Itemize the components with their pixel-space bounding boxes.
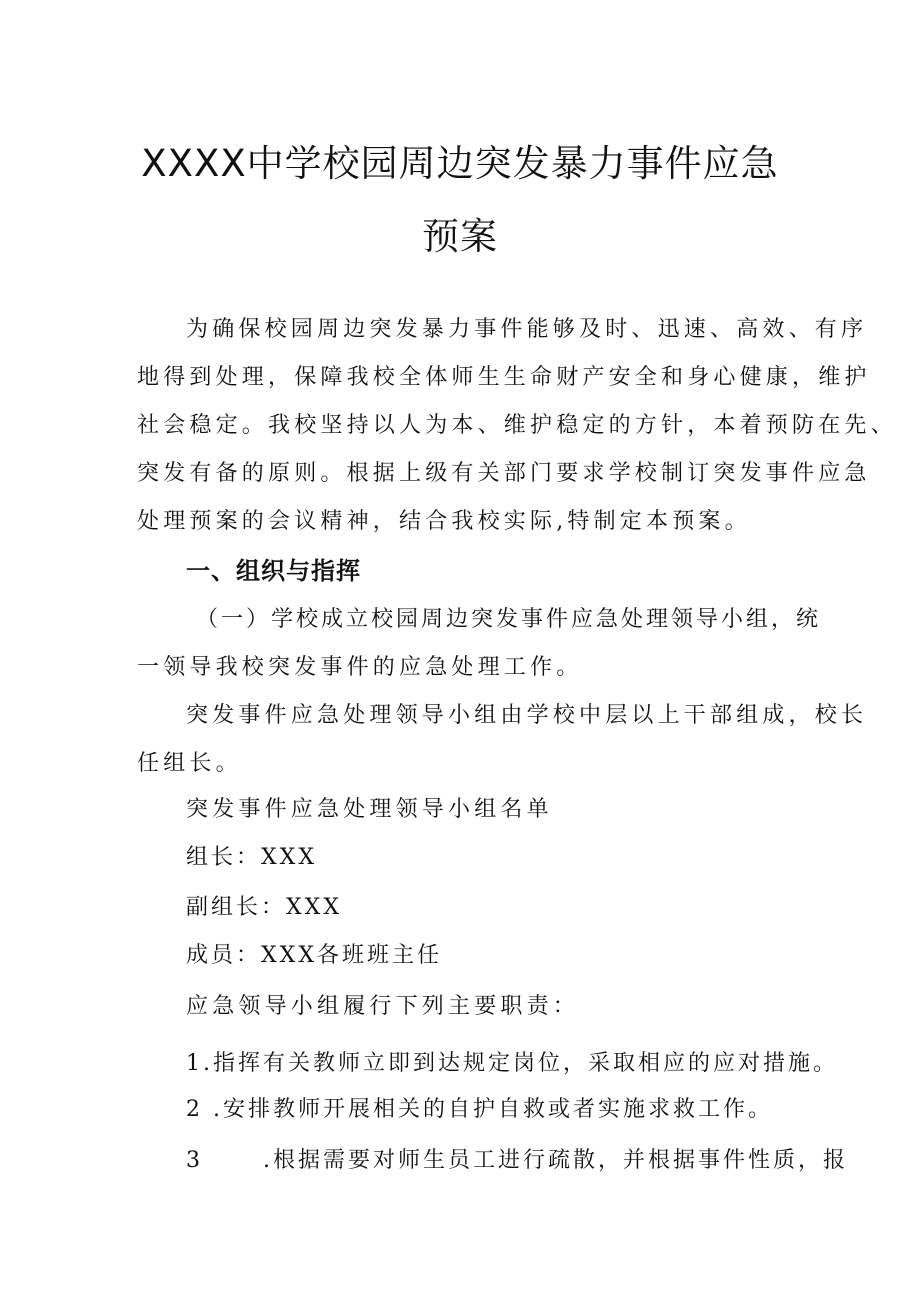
intro-line-1: 为确保校园周边突发暴力事件能够及时、迅速、高效、有序: [186, 317, 868, 342]
intro-line-4: 突发有备的原则。根据上级有关部门要求学校制订突发事件应急: [137, 461, 871, 486]
intro-line-5: 处理预案的会议精神，结合我校实际,特制定本预案。: [137, 509, 751, 534]
roster-title: 突发事件应急处理领导小组名单: [186, 797, 553, 822]
intro-line-3: 社会稳定。我校坚持以人为本、维护稳定的方针，本着预防在先、: [137, 413, 897, 438]
subsection-line-2: 一领导我校突发事件的应急处理工作。: [137, 655, 583, 680]
duty-item-3: 3 .根据需要对师生员工进行疏散，并根据事件性质，报: [186, 1148, 848, 1173]
document-title-line-1: XXXX中学校园周边突发暴力事件应急: [141, 142, 779, 185]
duty-item-2: 2 .安排教师开展相关的自护自救或者实施求救工作。: [186, 1097, 773, 1122]
section-heading: 一、组织与指挥: [186, 557, 361, 585]
subsection-line-1: （一）学校成立校园周边突发事件应急处理领导小组，统: [196, 607, 822, 632]
composition-line-2: 任组长。: [137, 751, 242, 776]
roster-deputy: 副组长：XXX: [186, 895, 342, 920]
roster-members: 成员：XXX各班班主任: [186, 943, 442, 968]
document-title-line-2: 预案: [422, 215, 498, 258]
roster-leader: 组长：XXX: [186, 845, 317, 870]
composition-line-1: 突发事件应急处理领导小组由学校中层以上干部组成，校长: [186, 703, 868, 728]
intro-line-2: 地得到处理，保障我校全体师生生命财产安全和身心健康，维护: [137, 365, 871, 390]
duties-title: 应急领导小组履行下列主要职责：: [186, 994, 580, 1019]
duty-item-1: 1.指挥有关教师立即到达规定岗位，采取相应的应对措施。: [186, 1051, 838, 1076]
